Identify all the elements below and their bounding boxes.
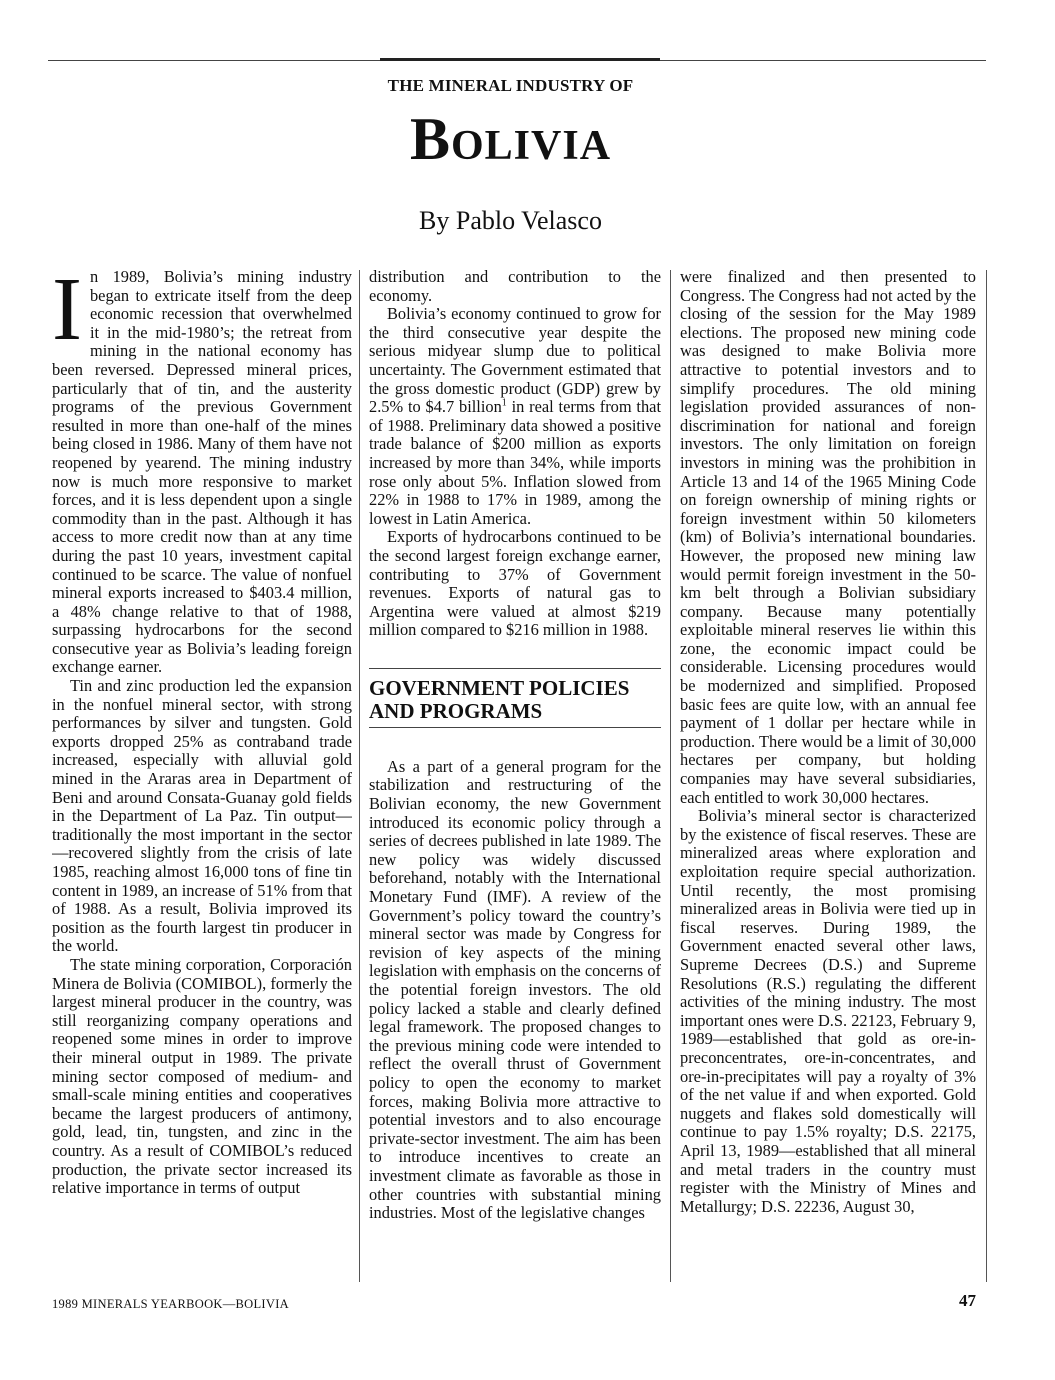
title-kicker: THE MINERAL INDUSTRY OF (387, 76, 634, 95)
drop-cap: I (52, 268, 82, 359)
paragraph-text: in real terms from that of 1988. Preliminary data showed a positive trade balance of $200 million as exports increased by more than 34%, while imports rose only about 5%. Inflation slowed from 22% in 1988 to 17% in 1989, among the lowest in Latin America. (369, 397, 661, 528)
section-heading: GOVERNMENT POLICIES AND PROGRAMS (369, 668, 661, 728)
paragraph (52, 268, 352, 677)
paragraph-text: n 1989, Bolivia’s mining industry began to extricate itself from the deep economic recession that overwhelmed it in the mid-1980’s; the retreat from mining in the national economy has been reversed. Depressed mineral prices, particularly that of tin, and the austerity programs of the previous Government resulted in more than one-half of the mines being closed in 1986. Many of them have not reopened by yearend. The mining industry now is much more responsive to market forces, and it is less dependent upon a single commodity than in the past. Although it has access to more credit now than at any time during the past 10 years, investment capital continued to be scarce. The value of nonfuel mineral exports increased to $403.4 million, a 48% change relative to that of 1988, surpassing hydrocarbons for the second consecutive year as Bolivia’s leading foreign exchange earner. (52, 268, 352, 677)
page-number: 47 (959, 1291, 976, 1310)
paragraph: The state mining corporation, Corporación Minera de Bolivia (COMIBOL), formerly the largest mineral producer in the country, was still reorganizing company operations and reopened some mines in order to improve their mineral output in 1989. The private mining sector composed of medium- and small-scale mining entities and cooperatives became the largest producers of antimony, gold, lead, tin, tungsten, and zinc in the country. As a result of COMIBOL’s reduced production, the private sector increased its relative importance in terms of output (52, 954, 352, 1198)
paragraph: As a part of a general program for the stabilization and restructuring of the Bolivian economy, the new Government introduced its economic policy through a series of decrees published in late 1989. The new policy was widely discussed beforehand, notably with the International Monetary Fund (IMF). A review of the Government’s policy toward the country’s mineral sector was made by Congress for revision of key aspects of the mining legislation with emphasis on the concerns of the potential foreign investors. The old policy lacked a stable and clearly defined legal framework. The proposed changes to the previous mining code were intended to reflect the overall thrust of Government policy to open the economy to market forces, making Bolivia more attractive to potential investors and to also encourage private-sector investment. The aim has been to introduce incentives to create an investment climate as favorable as those in other countries with substantial mining industries. Most of the legislative changes (369, 756, 661, 1223)
running-footer: 1989 MINERALS YEARBOOK—BOLIVIA (52, 1297, 290, 1311)
top-rule-accent (380, 58, 660, 61)
paragraph: were finalized and then presented to Congress. The Congress had not acted by the closing of the session for the May 1989 elections. The proposed new mining code was designed to make Bolivia more attractive to potential investors and to simplify procedures. The old mining legislation provided assurances of non-discrimination for national and foreign investors. The only limitation on foreign investors in mining was the prohibition in Article 13 and 14 of the 1965 Mining Code on foreign ownership of mining rights or foreign investment within 50 kilometers (km) of Bolivia’s international boundaries. However, the proposed new mining law would permit foreign investment in the 50-km belt through a Bolivian subsidiary company. Because many potentially exploitable mineral reserves lie within this zone, the economic impact could be considerable. Licensing procedures would be modernized and simplified. Proposed basic fees are quite low, with an annual fee payment of 1 dollar per hectare while in production. There would be a limit of 30,000 hectares per company, but holding companies may have several subsidiaries, each entitled to work 30,000 hectares. (680, 268, 976, 807)
paragraph: distribution and contribution to the economy. (369, 268, 661, 305)
paragraph: Tin and zinc production led the expansion in the nonfuel mineral sector, with strong performances by silver and tungsten. Gold exports dropped 25% as contraband trade increased, especially with alluvial gold mined in the Araras area in Department of Beni and around Consata-Guanay gold fields in the Department of La Paz. Tin output—traditionally the most important in the sector—recovered slightly from the crisis of late 1985, reaching almost 16,000 tons of fine tin content in 1989, an increase of 51% from that of 1988. As a result, Bolivia improved its position as the fourth largest tin producer in the world. (52, 676, 352, 956)
footnote-marker: 1 (501, 397, 507, 409)
page-title: Bolivia (409, 106, 612, 172)
paragraph-text: Bolivia’s economy continued to grow for the third consecutive year despite the serious midyear slump due to political uncertainty. The Government estimated that the gross domestic product (GDP) grew by 2.5% to $4.7 billion (369, 304, 661, 417)
column-divider (986, 270, 987, 1282)
paragraph: Exports of hydrocarbons continued to be the second largest foreign exchange earner, contributing to 37% of Government revenues. Exports of natural gas to Argentina were valued at almost $219 million compared to $216 million in 1988. (369, 527, 661, 640)
column-divider (359, 270, 360, 1282)
column-divider (670, 270, 671, 1282)
column-2 (369, 268, 661, 1280)
paragraph (369, 305, 661, 528)
column-1 (52, 268, 352, 1280)
paragraph: Bolivia’s mineral sector is characterized by the existence of fiscal reserves. These are mineralized areas where exploration and exploitation require special authorization. Until recently, the most promising mineralized areas in Bolivia were tied up in fiscal reserves. During 1989, the Government enacted several other laws, Supreme Decrees (D.S.) and Supreme Resolutions (R.S.) regulating the different activities of the mining industry. The most important ones were D.S. 22123, February 9, 1989—established that gold as ore-in-preconcentrates, ore-in-concentrates, and ore-in-precipitates will pay a royalty of 3% of the net value if and when exported. Gold nuggets and flakes sold domestically will continue to pay 1.5% royalty; D.S. 22175, April 13, 1989—established that all mineral and metal traders in the country must register with the Ministry of Mines and Metallurgy; D.S. 22236, August 30, (680, 806, 976, 1216)
column-3 (680, 268, 976, 1280)
byline: By Pablo Velasco (419, 206, 602, 235)
